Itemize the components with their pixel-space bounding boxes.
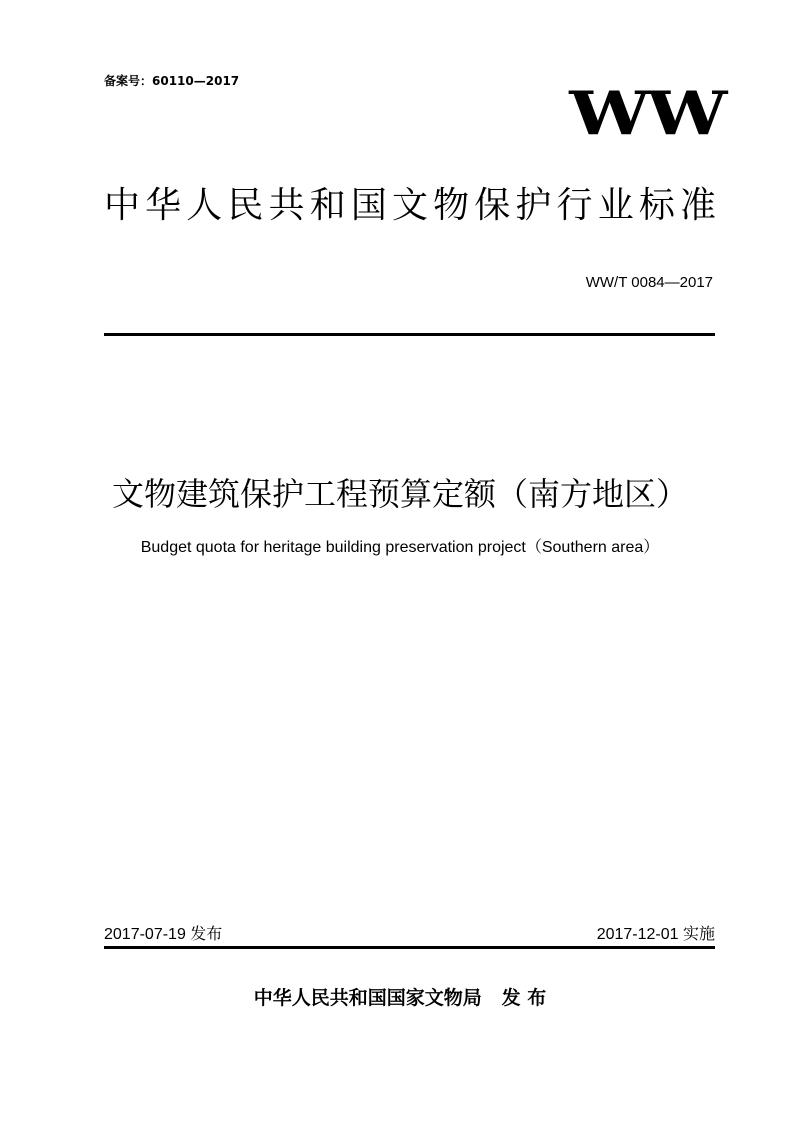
ww-logo: WW <box>569 79 724 149</box>
bottom-divider <box>104 946 715 949</box>
standard-category-heading: 中华人民共和国文物保护行业标准 <box>104 185 716 226</box>
issuing-authority: 中华人民共和国国家文物局 发 布 <box>253 987 547 1009</box>
standard-code: WW/T 0084—2017 <box>585 274 713 291</box>
top-divider <box>104 333 715 336</box>
release-date: 2017-07-19 发布 <box>104 926 223 943</box>
document-title-english: Budget quota for heritage building preservation project（Southern area） <box>140 539 660 556</box>
record-number: 备案号：60110—2017 <box>104 74 240 88</box>
document-title-chinese: 文物建筑保护工程预算定额（南方地区） <box>111 475 688 513</box>
effective-date: 2017-12-01 实施 <box>596 926 715 943</box>
